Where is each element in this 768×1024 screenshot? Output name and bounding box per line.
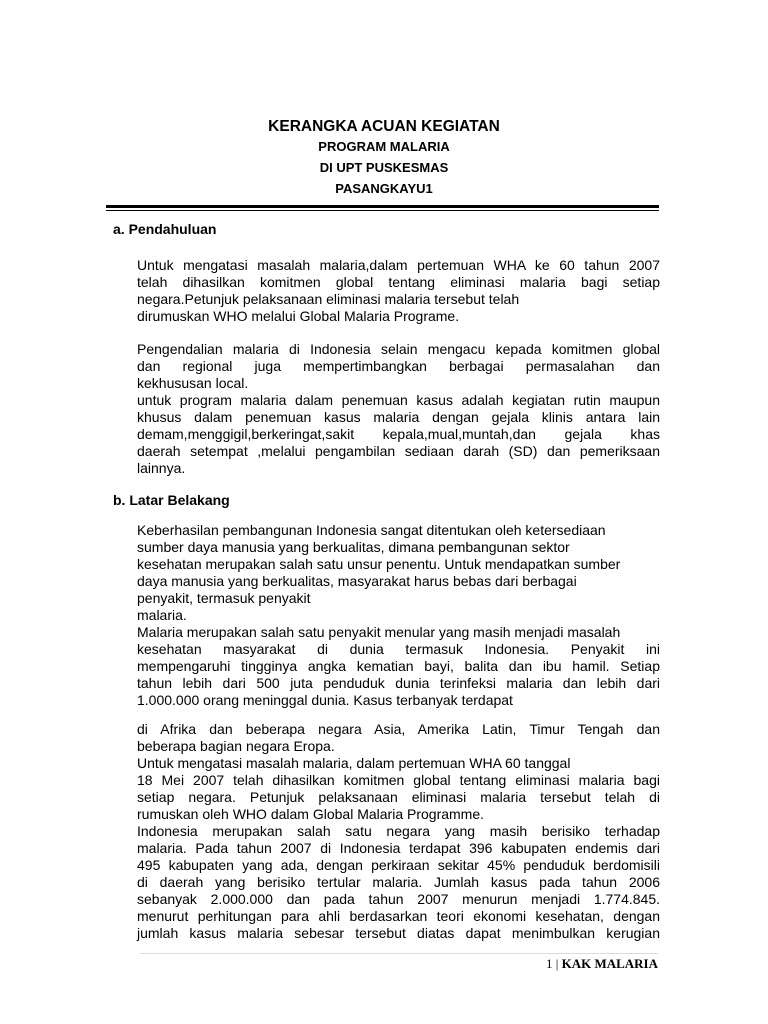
text-line: khusus dalam penemuan kasus malaria dengan gejala klinis antara lain [137,409,660,425]
program-subtitle: PROGRAM MALARIA [318,139,450,154]
text-line: telah dihasilkan komitmen global tentang eliminasi malaria bagi setiap [137,274,660,290]
text-line: dirumuskan WHO melalui Global Malaria Programe. [137,308,460,324]
text-line: malaria. [137,607,187,623]
text-line: kesehatan masyarakat di dunia termasuk Indonesia. Penyakit ini [137,641,660,657]
text-line: mempengaruhi tingginya angka kematian bayi, balita dan ibu hamil. Setiap [137,658,660,674]
text-line: dan regional juga mempertimbangkan berbagai permasalahan dan [137,358,660,374]
unit-subtitle: DI UPT PUSKESMAS [319,160,449,175]
text-line: daya manusia yang berkualitas, masyarakat harus bebas dari berbagai [137,573,577,589]
header-rule-thin [106,210,659,211]
page-footer [546,956,658,972]
text-line: menurut perhitungan para ahli berdasarkan teori ekonomi kesehatan, dengan [137,908,660,924]
section-a-paragraph-1 [137,257,660,325]
text-line: beberapa bagian negara Eropa. [137,738,335,754]
text-line: di Afrika dan beberapa negara Asia, Amerika Latin, Timur Tengah dan [137,721,660,737]
text-line: tahun lebih dari 500 juta penduduk dunia terinfeksi malaria dan lebih dari [137,675,660,691]
text-line: daerah setempat ,melalui pengambilan sediaan darah (SD) dan pemeriksaan [137,443,660,459]
header-rule-thick [106,205,659,208]
text-line: kesehatan merupakan salah satu unsur penentu. Untuk mendapatkan sumber [137,556,621,572]
text-line: jumlah kasus malaria sebesar tersebut diatas dapat menimbulkan kerugian [137,925,660,941]
text-line: 18 Mei 2007 telah dihasilkan komitmen global tentang eliminasi malaria bagi [137,772,660,788]
text-line: di daerah yang berisiko tertular malaria. Jumlah kasus pada tahun 2006 [137,874,660,890]
section-b-paragraph-1 [137,522,660,709]
text-line: Indonesia merupakan salah satu negara yang masih berisiko terhadap [137,823,660,839]
footer-rule [140,953,658,954]
page-number: 1 [545,956,553,971]
text-line: kekhususan local. [137,375,249,391]
section-b-paragraph-2 [137,721,660,942]
document-title: KERANGKA ACUAN KEGIATAN [268,118,500,135]
text-line: 495 kabupaten yang ada, dengan perkiraan sekitar 45% penduduk berdomisili [137,857,660,873]
text-line: malaria. Pada tahun 2007 di Indonesia terdapat 396 kabupaten endemis dari [137,840,660,856]
text-line: Keberhasilan pembangunan Indonesia sangat ditentukan oleh ketersediaan [137,522,606,538]
text-line: penyakit, termasuk penyakit [137,590,311,606]
text-line: Malaria merupakan salah satu penyakit menular yang masih menjadi masalah [137,624,621,640]
text-line: lainnya. [137,460,186,476]
text-line: negara.Petunjuk pelaksanaan eliminasi malaria tersebut telah [137,291,520,307]
text-line: sumber daya manusia yang berkualitas, dimana pembangunan sektor [137,539,570,555]
text-line: Untuk mengatasi masalah malaria,dalam pertemuan WHA ke 60 tahun 2007 [137,257,660,273]
footer-document-label: KAK MALARIA [561,956,658,971]
location-subtitle: PASANGKAYU1 [335,181,433,196]
text-line: Pengendalian malaria di Indonesia selain mengacu kepada komitmen global [137,341,660,357]
section-a-paragraph-2 [137,341,660,477]
section-a-heading: a. Pendahuluan [113,221,217,237]
text-line: setiap negara. Petunjuk pelaksanaan eliminasi malaria tersebut telah di [137,789,660,805]
text-line: demam,menggigil,berkeringat,sakit kepala,mual,muntah,dan gejala khas [137,426,660,442]
text-line: rumuskan oleh WHO dalam Global Malaria Programme. [137,806,485,822]
text-line: untuk program malaria dalam penemuan kasus adalah kegiatan rutin maupun [137,392,660,408]
section-b-heading: b. Latar Belakang [113,492,230,508]
text-line: sebanyak 2.000.000 dan pada tahun 2007 menurun menjadi 1.774.845. [137,891,660,907]
footer-separator: | [555,956,559,971]
text-line: Untuk mengatasi masalah malaria, dalam pertemuan WHA 60 tanggal [137,755,571,771]
text-line: 1.000.000 orang meninggal dunia. Kasus terbanyak terdapat [137,692,513,708]
